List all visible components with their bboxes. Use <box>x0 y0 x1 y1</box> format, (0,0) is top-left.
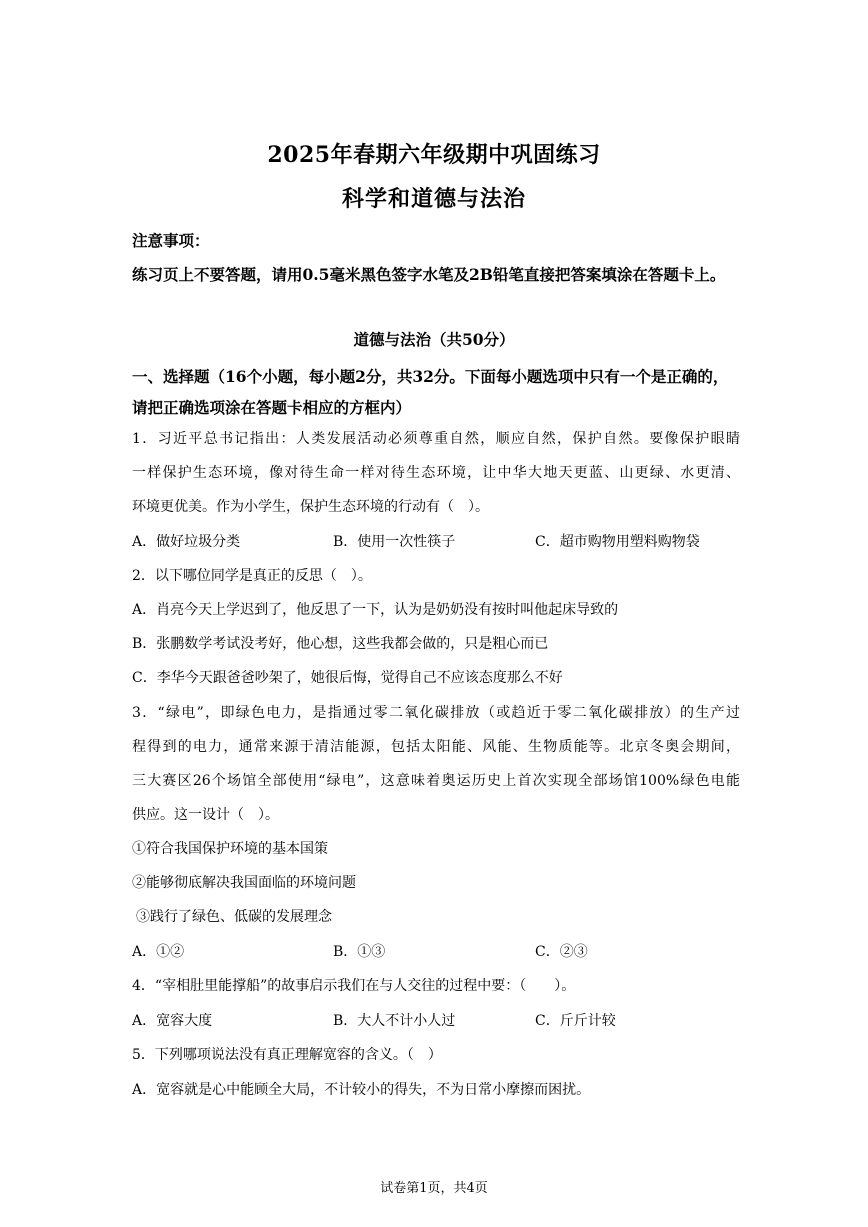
q1-stem-line-1: 1．习近平总书记指出：人类发展活动必须尊重自然，顺应自然，保护自然。要像保护眼睛 <box>132 431 740 447</box>
q3-item-1: ①符合我国保护环境的基本国策 <box>132 841 328 857</box>
q3-stem-line-1: 3．“绿电”，即绿色电力，是指通过零二氧化碳排放（或趋近于零二氧化碳排放）的生产过 <box>132 705 740 721</box>
q1-option-a: A．做好垃圾分类 <box>132 534 241 550</box>
q3-item-2: ②能够彻底解决我国面临的环境问题 <box>132 875 356 891</box>
q3-option-a: A．①② <box>132 944 185 960</box>
q5-option-a: A．宽容就是心中能顾全大局，不计较小的得失，不为日常小摩擦而困扰。 <box>132 1082 591 1098</box>
notice-heading: 注意事项： <box>132 231 210 250</box>
q4-option-c: C．斤斤计较 <box>535 1013 616 1029</box>
part-title: 一、选择题（16个小题，每小题2分，共32分。下面每小题选项中只有一个是正确的，请把正确选项涂在答题卡相应的方框内） <box>132 367 729 417</box>
notice-body: 练习页上不要答题，请用0.5毫米黑色签字水笔及2B铅笔直接把答案填涂在答题卡上。 <box>132 265 726 284</box>
q2-stem: 2．以下哪位同学是真正的反思（ ）。 <box>132 568 372 584</box>
q3-stem-line-2: 程得到的电力，通常来源于清洁能源，包括太阳能、风能、生物质能等。北京冬奥会期间， <box>132 739 740 755</box>
q5-stem: 5．下列哪项说法没有真正理解宽容的含义。（ ） <box>132 1047 442 1063</box>
exam-title: 2025年春期六年级期中巩固练习 <box>267 142 601 168</box>
q3-item-3: ③践行了绿色、低碳的发展理念 <box>136 909 332 925</box>
q1-stem-line-2: 一样保护生态环境，像对待生命一样对待生态环境，让中华大地天更蓝、山更绿、水更清、 <box>132 465 740 481</box>
q3-option-c: C．②③ <box>535 944 588 960</box>
q1-stem-line-3: 环境更优美。作为小学生，保护生态环境的行动有（ ）。 <box>132 499 489 515</box>
q2-option-b: B．张鹏数学考试没考好，他心想，这些我都会做的，只是粗心而已 <box>132 636 549 652</box>
q1-option-c: C．超市购物用塑料购物袋 <box>535 534 700 550</box>
exam-subtitle: 科学和道德与法治 <box>341 186 526 212</box>
q3-option-b: B．①③ <box>333 944 386 960</box>
q3-stem-line-4: 供应。这一设计（ ）。 <box>132 807 279 823</box>
q2-option-a: A．肖亮今天上学迟到了，他反思了一下，认为是奶奶没有按时叫他起床导致的 <box>132 602 619 618</box>
q3-stem-line-3: 三大赛区26个场馆全部使用“绿电”，这意味着奥运历史上首次实现全部场馆100%绿色电能 <box>132 773 740 789</box>
section-title: 道德与法治（共50分） <box>353 330 515 349</box>
q2-option-c: C．李华今天跟爸爸吵架了，她很后悔，觉得自己不应该态度那么不好 <box>132 670 563 686</box>
page-footer: 试卷第1页，共4页 <box>380 1181 488 1196</box>
q4-option-b: B．大人不计小人过 <box>333 1013 456 1029</box>
q1-option-b: B．使用一次性筷子 <box>333 534 456 550</box>
q4-stem: 4．“宰相肚里能撑船”的故事启示我们在与人交往的过程中要：（ ）。 <box>132 978 576 994</box>
q4-option-a: A．宽容大度 <box>132 1013 213 1029</box>
